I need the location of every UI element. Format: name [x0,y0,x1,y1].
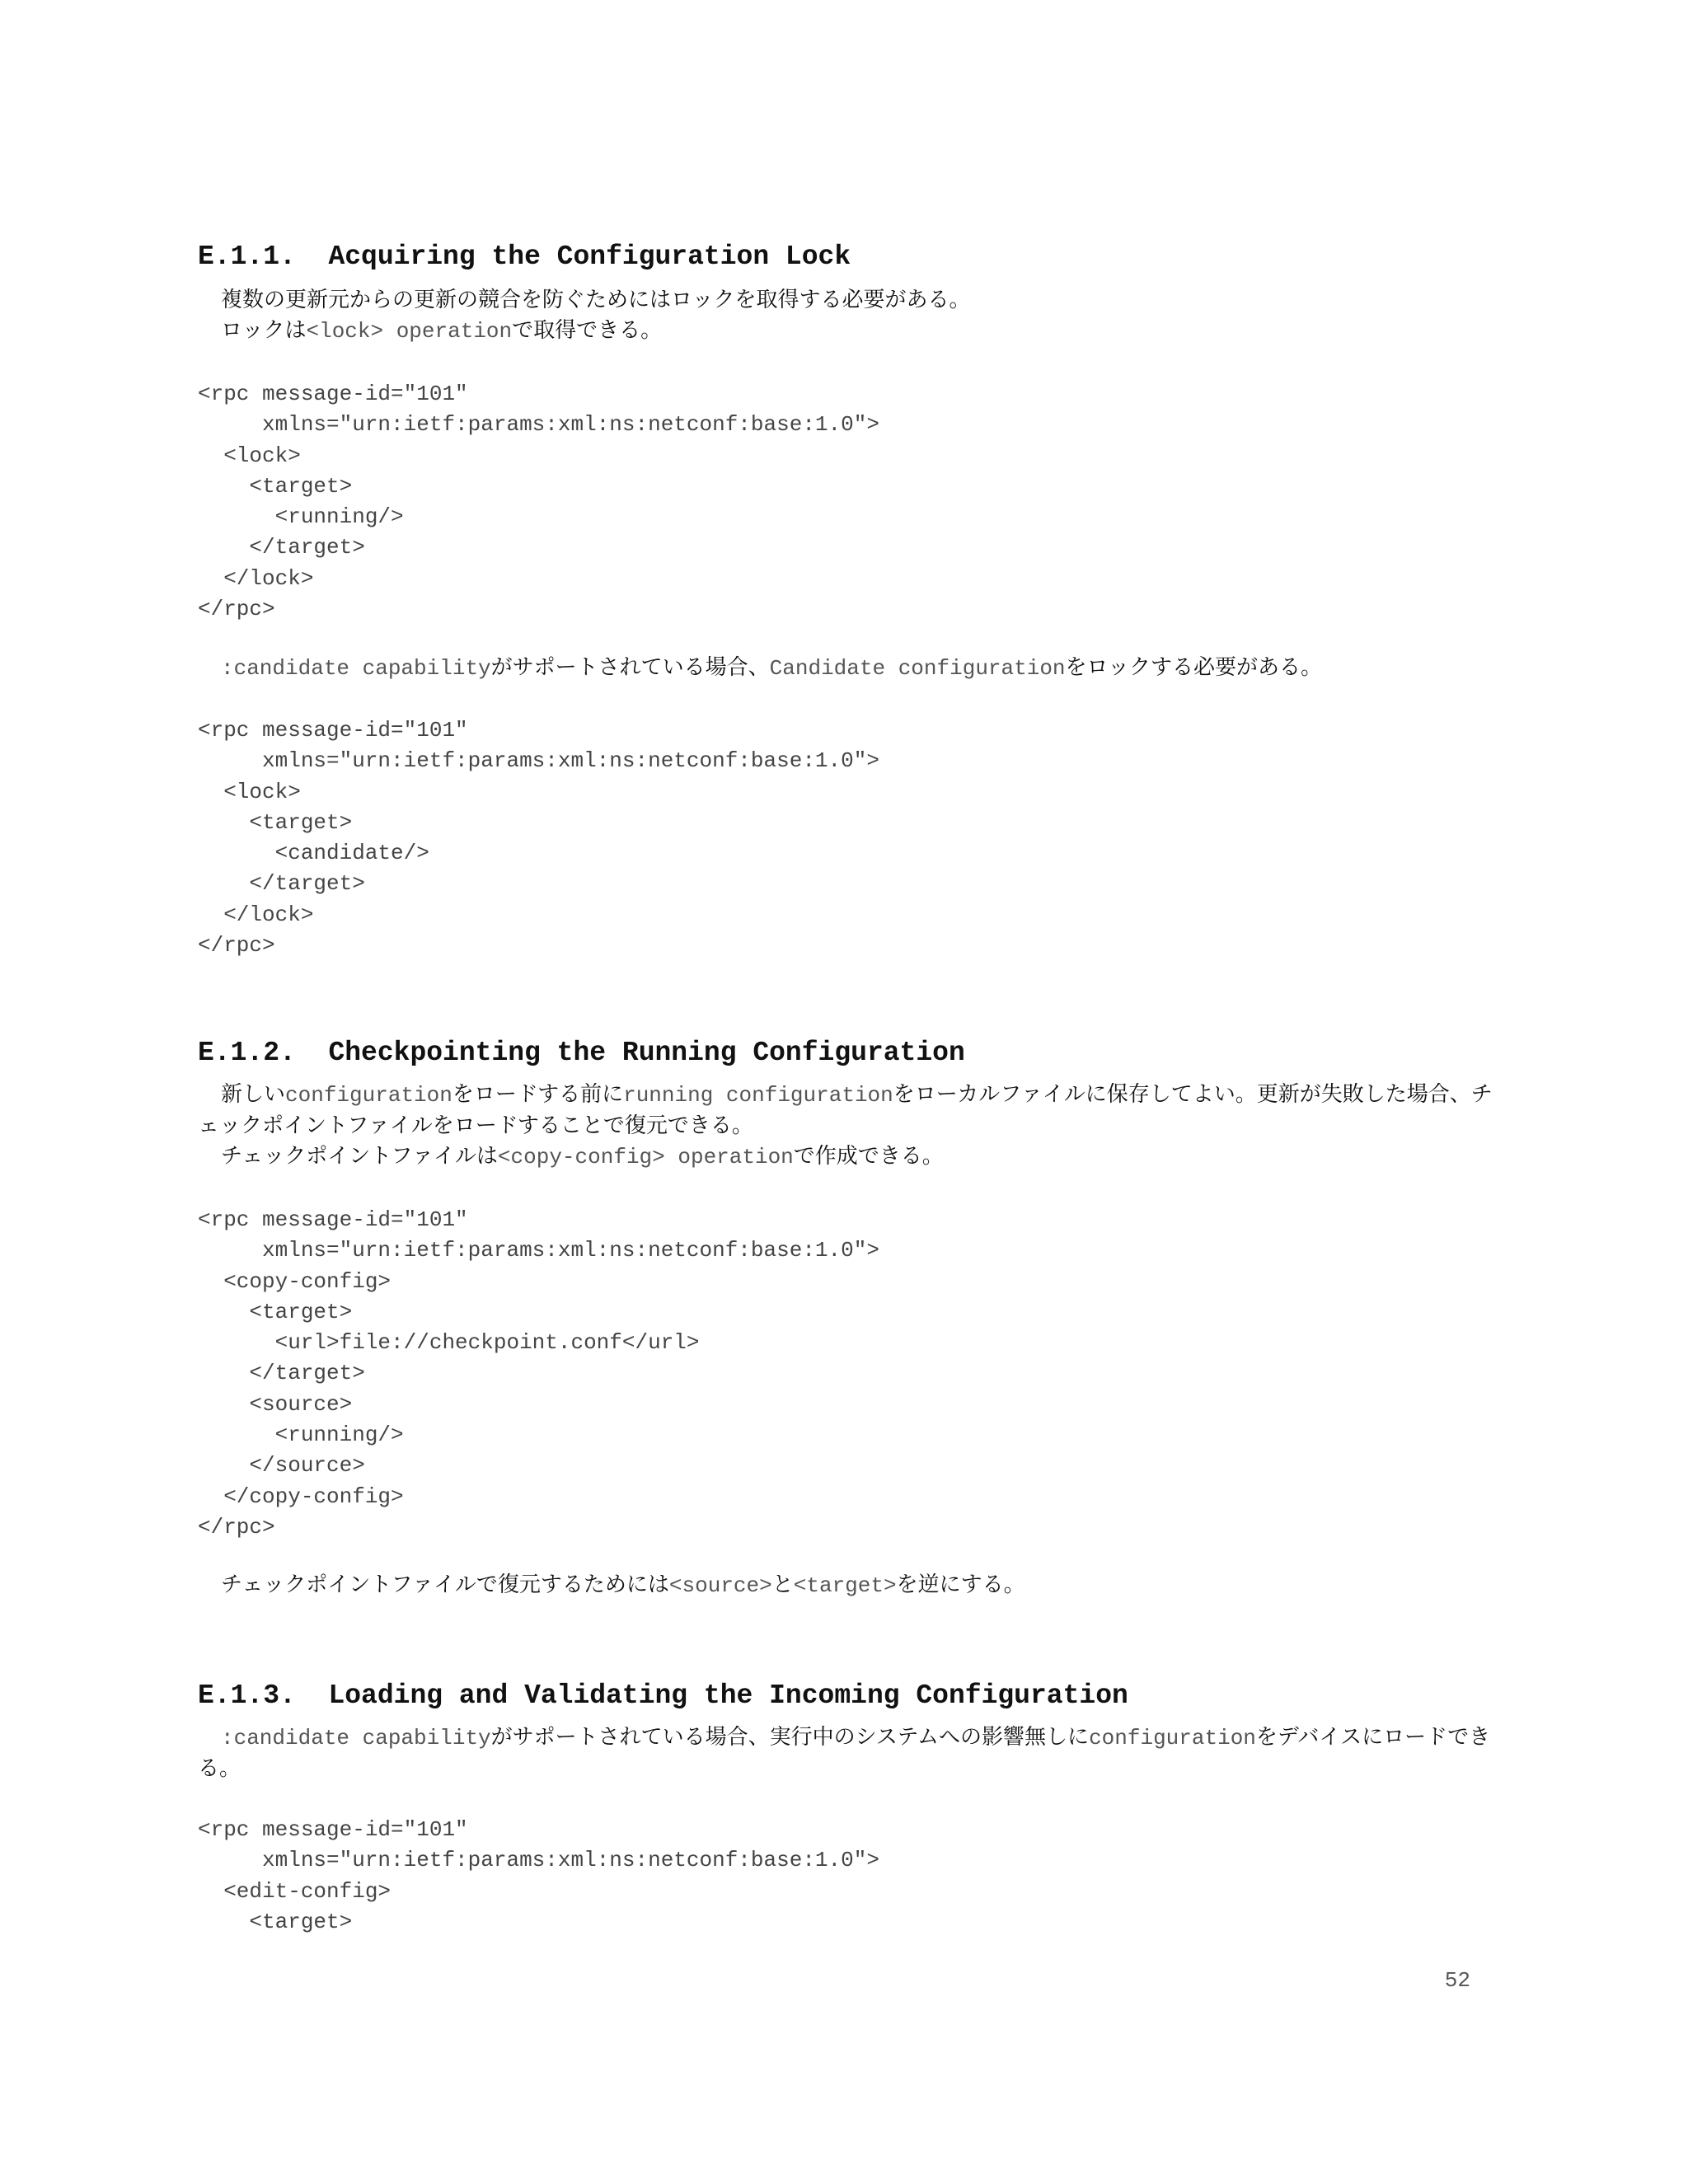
code-line: xmlns="urn:ietf:params:xml:ns:netconf:base:1.0"> [198,1848,879,1873]
inline-code: <copy-config> operation [497,1145,794,1169]
code-line: </rpc> [198,597,275,622]
inline-code: configuration [285,1083,452,1108]
code-line: <target> [198,1299,353,1324]
inline-code: running configuration [623,1083,893,1108]
code-line: </lock> [198,902,314,927]
section-title: Acquiring the Configuration Lock [328,241,851,272]
inline-code: <source> [668,1573,772,1598]
code-line: <candidate/> [198,841,429,866]
code-line: <rpc message-id="101" [198,1817,468,1842]
paragraph: チェックポイントファイルで復元するためには<source>と<target>を逆にする。 [221,1572,1025,1598]
code-line: </target> [198,535,365,560]
section-title: Loading and Validating the Incoming Configuration [328,1680,1128,1711]
paragraph: 複数の更新元からの更新の競合を防ぐためにはロックを取得する必要がある。 [221,288,971,312]
code-block [198,715,879,961]
section-heading-e-1-1 [198,241,851,274]
section-number: E.1.2. [198,1038,296,1068]
code-line: <rpc message-id="101" [198,1207,468,1232]
code-line: <lock> [198,443,301,468]
code-line: </rpc> [198,933,275,958]
code-block [198,1205,879,1543]
code-line: <running/> [198,1422,404,1448]
paragraph: :candidate capabilityがサポートされている場合、実行中のシステムへの影響無しにconfigurationをデバイスにロードできる。 [198,1725,1491,1781]
paragraph: 新しいconfigurationをロードする前にrunning configurationをローカルファイルに保存してよい。更新が失敗した場合、チェックポイントファイルをロードすることで復元できる。 [198,1082,1493,1138]
code-line: <target> [198,1909,353,1934]
code-line: <rpc message-id="101" [198,718,468,743]
code-line: <copy-config> [198,1268,392,1294]
inline-code: configuration [1089,1726,1256,1750]
code-line: xmlns="urn:ietf:params:xml:ns:netconf:base:1.0"> [198,748,879,774]
code-line: </target> [198,871,365,897]
code-line: <source> [198,1391,353,1417]
code-line: xmlns="urn:ietf:params:xml:ns:netconf:base:1.0"> [198,1238,879,1263]
inline-code: :candidate capability [221,1726,491,1750]
code-line: <target> [198,473,353,499]
inline-code: <target> [793,1573,897,1598]
code-line: <rpc message-id="101" [198,382,468,406]
section-title: Checkpointing the Running Configuration [328,1038,965,1068]
section-number: E.1.3. [198,1680,296,1711]
code-block [198,379,879,625]
code-block [198,1815,879,1938]
code-line: <running/> [198,504,404,530]
inline-code: :candidate capability [221,656,491,681]
code-line: <lock> [198,779,301,804]
page-number: 52 [1444,1968,1470,1993]
inline-code: <lock> operation [306,319,513,344]
code-line: <edit-config> [198,1878,392,1904]
code-line: </source> [198,1453,365,1479]
paragraph: :candidate capabilityがサポートされている場合、Candidate configurationをロックする必要がある。 [221,655,1323,681]
code-line: </copy-config> [198,1483,404,1509]
code-line: </rpc> [198,1514,275,1540]
paragraph: ロックは<lock> operationで取得できる。 [221,318,663,344]
code-line: xmlns="urn:ietf:params:xml:ns:netconf:base:1.0"> [198,412,879,438]
code-line: <url>file://checkpoint.conf</url> [198,1330,700,1356]
code-line: </target> [198,1361,365,1386]
section-heading-e-1-3 [198,1680,1128,1713]
section-number: E.1.1. [198,241,296,272]
inline-code: Candidate configuration [769,656,1066,681]
code-line: <target> [198,809,353,835]
code-line: </lock> [198,565,314,591]
section-heading-e-1-2 [198,1037,965,1070]
paragraph: チェックポイントファイルは<copy-config> operationで作成できる。 [221,1144,944,1169]
